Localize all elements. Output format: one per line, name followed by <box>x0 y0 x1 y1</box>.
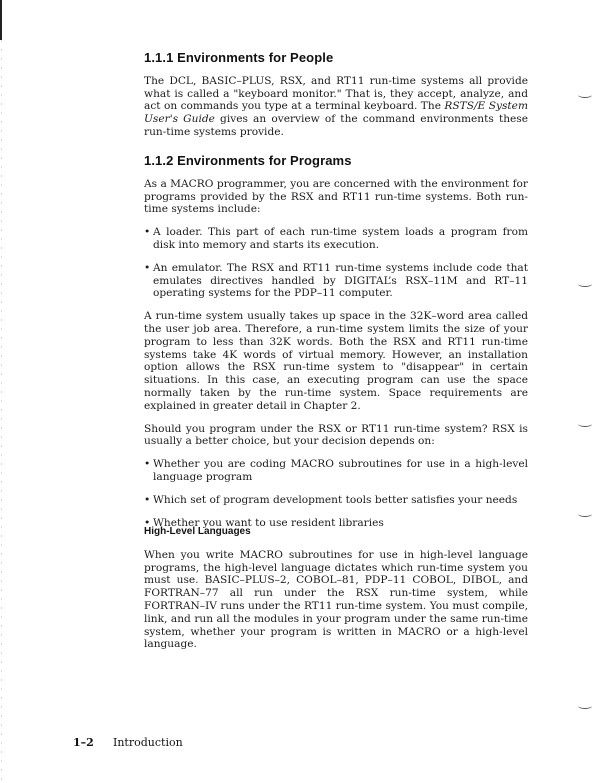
page-footer <box>73 736 183 749</box>
body-paragraph <box>144 75 528 139</box>
section-heading: 1.1.2 Environments for Programs <box>144 153 352 168</box>
binding-hole-mark <box>578 92 592 98</box>
list-item: • Whether you are coding MACRO subroutines for use in a high-level language program <box>144 458 528 484</box>
binding-hole-mark <box>578 281 592 287</box>
page-number: 1–2 <box>73 736 94 749</box>
list-item: • Which set of program development tools better satisfies your needs <box>144 494 528 507</box>
body-paragraph: Should you program under the RSX or RT11 run-time system? RSX is usually a better choice, but your decision depends on: <box>144 422 528 448</box>
text-run: gives an overview of the command environments these run-time systems provide. <box>144 113 529 138</box>
book-title: RSTS/E System User's Guide <box>144 100 528 126</box>
bullet-list <box>144 458 528 529</box>
section-heading: 1.1.1 Environments for People <box>144 50 334 65</box>
body-paragraph: When you write MACRO subroutines for use in high-level language programs, the high-level language dictates which run-time system you must use. BASIC–PLUS–2, COBOL–81, PDP–11 COBOL, DIBOL, and FORTRAN–77 all run under the RSX run-time system, while FORTRAN–IV runs under the RT11 run-time system. You must compile, link, and run all the modules in your program under the same run-time system, whether your program is written in MACRO or a high-level language. <box>144 548 528 651</box>
scan-edge-dots <box>1 40 2 780</box>
section-1-1-1 <box>144 52 528 139</box>
section-1-1-2 <box>144 155 528 529</box>
list-item: • An emulator. The RSX and RT11 run-time systems include code that emulates directives handled by DIGITAL’s RSX–11M and RT–11 operating systems for the PDP–11 computer. <box>144 262 528 300</box>
body-paragraph: A run-time system usually takes up space in the 32K–word area called the user job area. Therefore, a run-time system limits the size of your program to less than 32K words. Both the RSX and RT11 run-time systems take 4K words of virtual memory. However, an installation option allows the RSX run-time system to "disappear" in certain situations. In this case, an executing program can use the space normally taken by the run-time system. Space requirements are explained in greater detail in Chapter 2. <box>144 310 528 412</box>
bullet-list <box>144 226 528 300</box>
scan-edge-mark <box>0 0 2 40</box>
binding-hole-mark <box>578 421 592 427</box>
body-paragraph: As a MACRO programmer, you are concerned with the environment for programs provided by the RSX and RT11 run-time systems. Both run-time systems include: <box>144 177 528 216</box>
list-item: • Whether you want to use resident libraries <box>144 517 528 530</box>
subsection-high-level-languages <box>144 526 528 651</box>
binding-hole-mark <box>578 703 592 709</box>
list-item: • A loader. This part of each run-time system loads a program from disk into memory and starts its execution. <box>144 226 528 252</box>
subsection-heading: High-Level Languages <box>144 526 251 537</box>
binding-hole-mark <box>578 511 592 517</box>
running-title: Introduction <box>113 736 183 749</box>
text-run: The DCL, BASIC–PLUS, RSX, and RT11 run-time systems all provide what is called a "keyboard monitor." That is, they accept, analyze, and act on commands you type at a terminal keyboard. The <box>144 74 528 113</box>
